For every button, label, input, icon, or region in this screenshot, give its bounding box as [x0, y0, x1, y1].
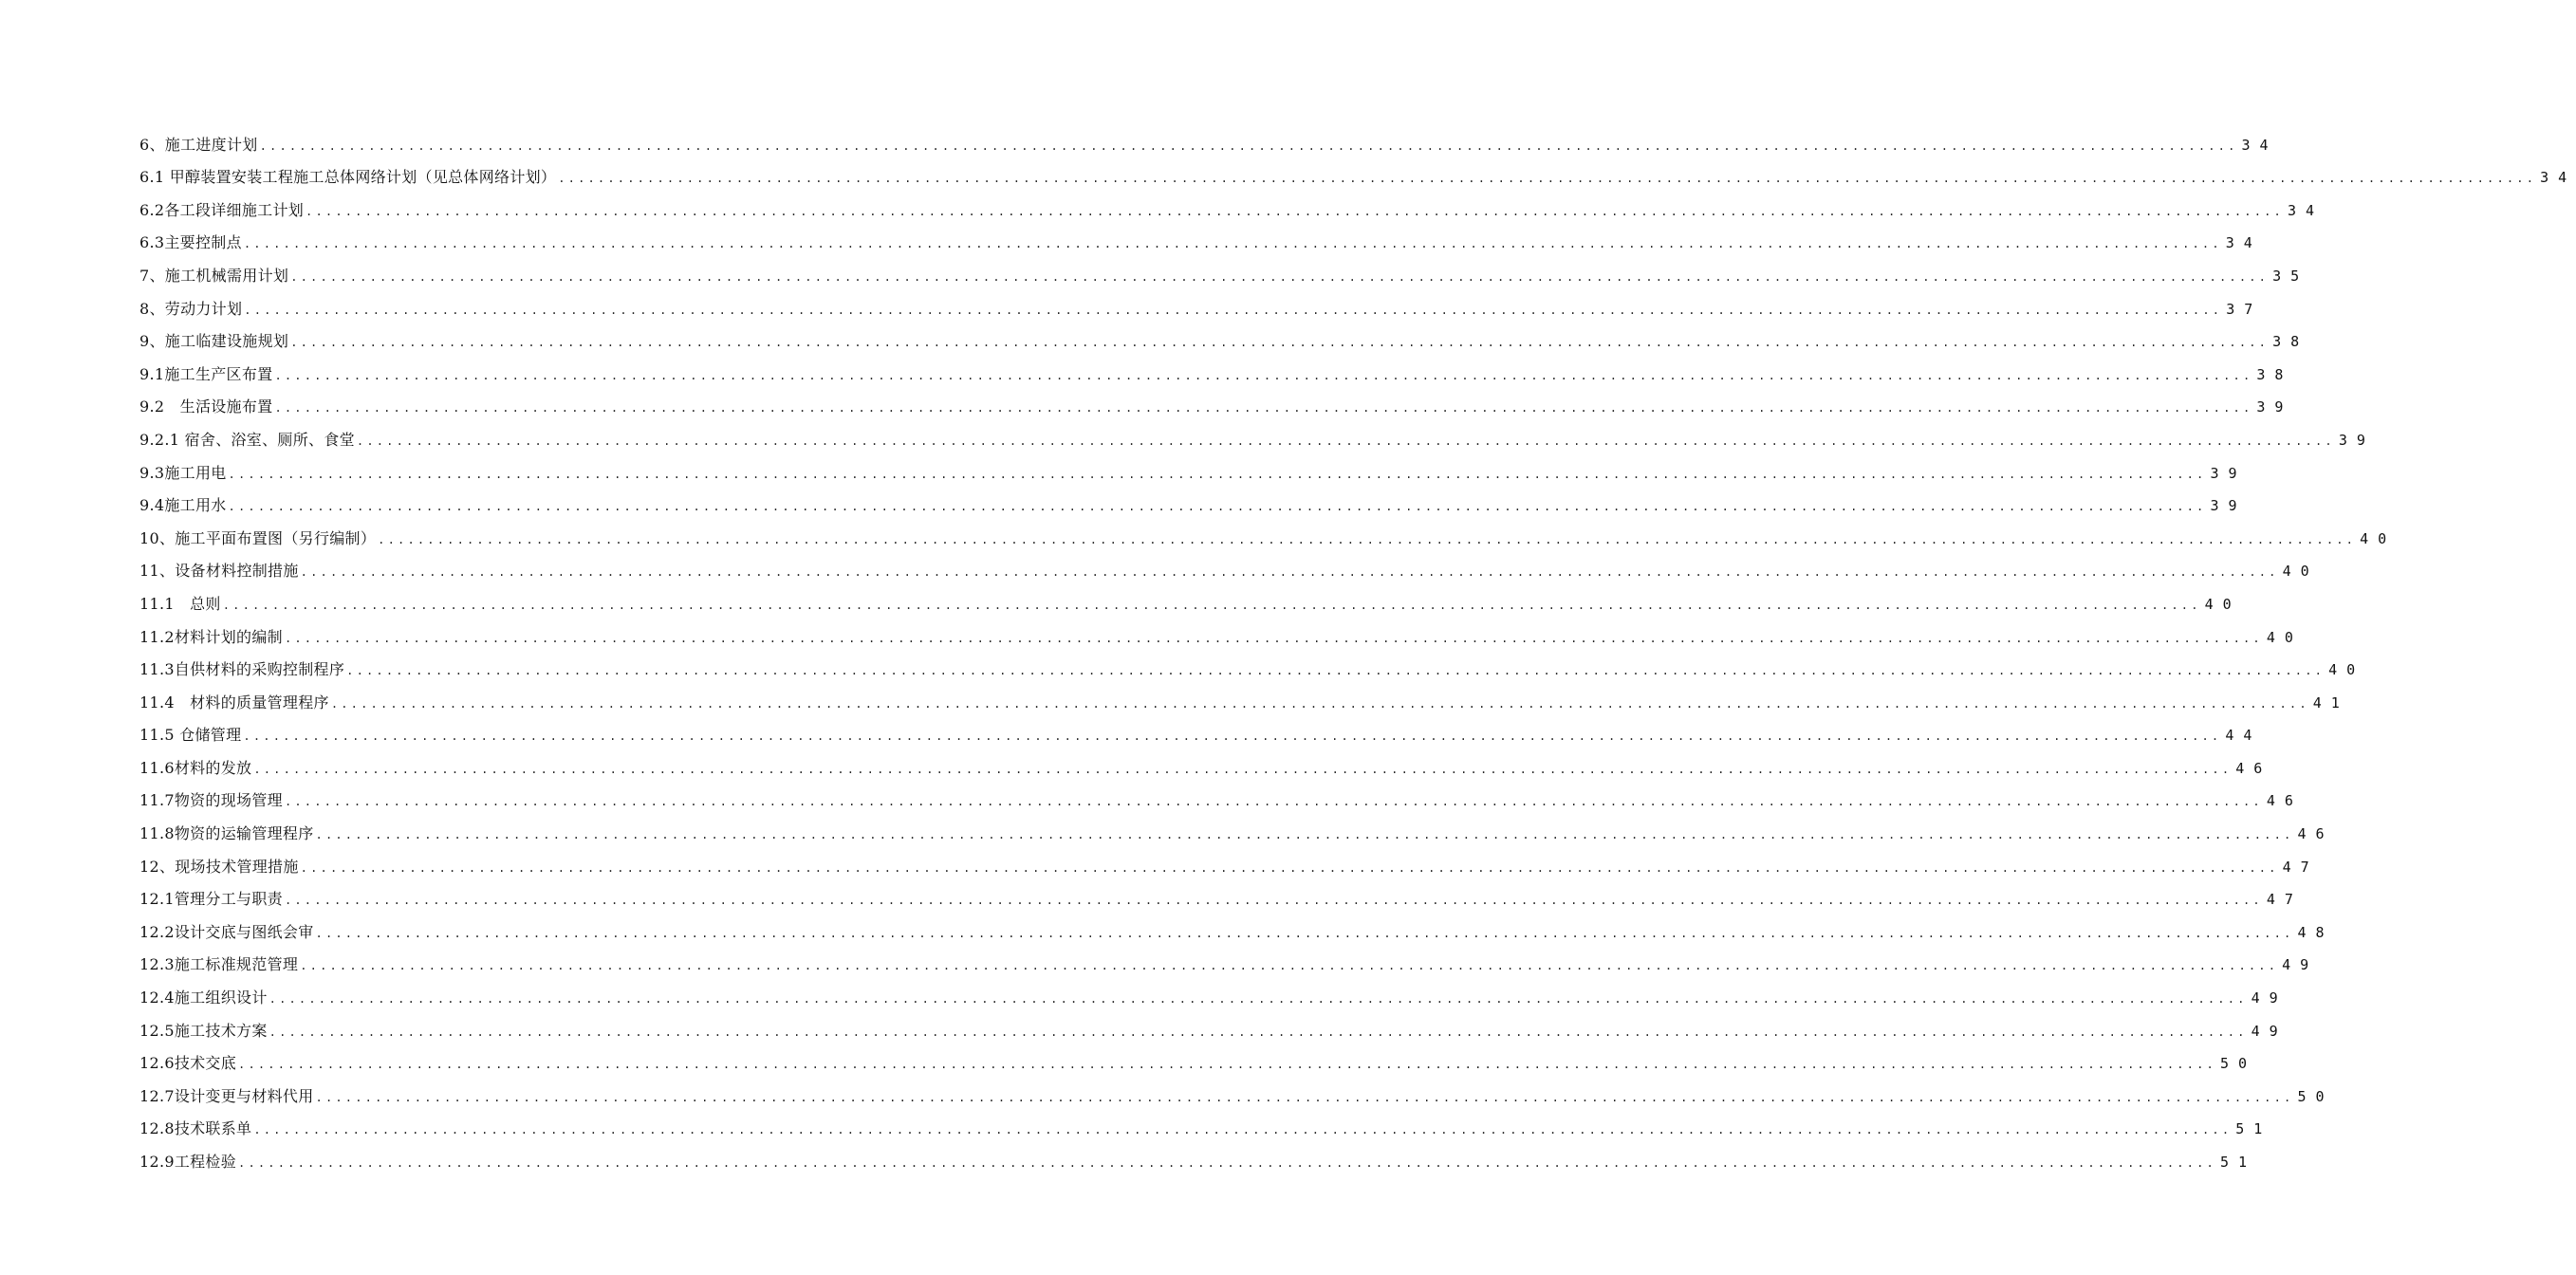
- toc-entry[interactable]: [139, 843, 2319, 877]
- toc-dot-leader: ........................................................................................................................................................................................................: [228, 500, 2207, 514]
- toc-dot-leader: ........................................................................................................................................................................................................: [300, 860, 2279, 875]
- toc-dot-leader: ........................................................................................................................................................................................................: [243, 730, 2222, 744]
- toc-dot-leader: ........................................................................................................................................................................................................: [315, 828, 2294, 842]
- toc-entry-page-number: 39: [2210, 497, 2247, 515]
- toc-dot-leader: ........................................................................................................................................................................................................: [330, 696, 2309, 711]
- toc-entry[interactable]: [139, 252, 2309, 286]
- toc-entry-page-number: 49: [2251, 989, 2288, 1007]
- toc-dot-leader: ........................................................................................................................................................................................................: [269, 992, 2248, 1007]
- toc-entry-page-number: 38: [2272, 333, 2309, 351]
- toc-entry-title: 11.4 材料的质量管理程序: [139, 693, 329, 711]
- toc-dot-leader: ........................................................................................................................................................................................................: [253, 1123, 2233, 1137]
- toc-dot-leader: ........................................................................................................................................................................................................: [284, 795, 2263, 809]
- toc-dot-leader: ........................................................................................................................................................................................................: [315, 1090, 2294, 1104]
- toc-dot-leader: ........................................................................................................................................................................................................: [238, 1058, 2216, 1072]
- toc-entry-title: 11.6材料的发放: [139, 758, 252, 777]
- toc-entry-page-number: 34: [2241, 136, 2278, 154]
- toc-entry-title: 7、施工机械需用计划: [139, 266, 289, 285]
- toc-entry-page-number: 39: [2256, 398, 2293, 416]
- toc-entry-title: 12.6技术交底: [139, 1054, 237, 1073]
- toc-entry[interactable]: [139, 1007, 2288, 1041]
- toc-entry[interactable]: [139, 319, 2309, 352]
- toc-entry-title: 12.8技术联系单: [139, 1119, 252, 1138]
- toc-dot-leader: ........................................................................................................................................................................................................: [558, 172, 2537, 186]
- toc-entry-title: 12.2设计交底与图纸会审: [139, 922, 314, 941]
- toc-entry-page-number: 49: [2251, 1022, 2288, 1040]
- toc-entry-page-number: 34: [2225, 234, 2262, 252]
- toc-dot-leader: ........................................................................................................................................................................................................: [244, 303, 2223, 317]
- toc-dot-leader: ........................................................................................................................................................................................................: [378, 532, 2357, 546]
- toc-entry-title: 12.3施工标准规范管理: [139, 955, 299, 974]
- toc-entry[interactable]: [139, 483, 2247, 516]
- toc-entry-page-number: 40: [2266, 628, 2303, 646]
- toc-entry-title: 8、劳动力计划: [139, 299, 243, 318]
- toc-entry-page-number: 44: [2225, 727, 2262, 745]
- toc-dot-leader: ........................................................................................................................................................................................................: [253, 762, 2233, 776]
- toc-dot-leader: ........................................................................................................................................................................................................: [274, 401, 2253, 416]
- toc-dot-leader: ........................................................................................................................................................................................................: [259, 139, 2238, 153]
- toc-dot-leader: ........................................................................................................................................................................................................: [315, 926, 2294, 940]
- toc-entry-page-number: 46: [2266, 792, 2303, 810]
- toc-dot-leader: ........................................................................................................................................................................................................: [306, 204, 2284, 218]
- toc-entry-page-number: 35: [2272, 267, 2309, 285]
- toc-dot-leader: ........................................................................................................................................................................................................: [290, 336, 2270, 350]
- toc-entry[interactable]: [139, 548, 2319, 582]
- toc-entry[interactable]: [139, 384, 2293, 417]
- toc-entry-title: 6、施工进度计划: [139, 135, 258, 154]
- toc-entry-title: 11.3自供材料的采购控制程序: [139, 660, 345, 679]
- toc-entry-title: 9.2.1 宿舍、浴室、厕所、食堂: [139, 430, 355, 449]
- toc-entry[interactable]: [139, 909, 2334, 942]
- toc-entry[interactable]: [139, 416, 2375, 450]
- toc-entry[interactable]: [139, 810, 2334, 843]
- toc-entry[interactable]: [139, 745, 2272, 778]
- toc-dot-leader: ........................................................................................................................................................................................................: [300, 565, 2279, 580]
- toc-entry-page-number: 37: [2226, 300, 2263, 318]
- toc-entry-page-number: 40: [2282, 563, 2319, 581]
- toc-entry[interactable]: [139, 351, 2293, 384]
- toc-dot-leader: ........................................................................................................................................................................................................: [222, 598, 2201, 612]
- toc-entry-title: 11.5 仓储管理: [139, 726, 242, 745]
- toc-entry[interactable]: [139, 679, 2349, 712]
- toc-entry[interactable]: [139, 1073, 2334, 1106]
- toc-entry-page-number: 51: [2219, 1154, 2257, 1171]
- toc-entry-title: 6.1 甲醇装置安装工程施工总体网络计划（见总体网络计划）: [139, 168, 557, 187]
- toc-entry-page-number: 34: [2540, 169, 2576, 187]
- toc-entry-page-number: 49: [2282, 956, 2319, 974]
- toc-entry-page-number: 40: [2328, 661, 2365, 679]
- toc-entry-title: 12.5施工技术方案: [139, 1021, 268, 1040]
- toc-entry[interactable]: [139, 187, 2325, 220]
- toc-entry[interactable]: [139, 155, 2576, 188]
- toc-entry-title: 11.7物资的现场管理: [139, 791, 283, 810]
- toc-entry[interactable]: [139, 450, 2247, 483]
- toc-entry-page-number: 34: [2287, 201, 2325, 219]
- toc-dot-leader: ........................................................................................................................................................................................................: [290, 269, 2270, 284]
- toc-dot-leader: ........................................................................................................................................................................................................: [356, 434, 2335, 448]
- toc-entry-title: 10、施工平面布置图（另行编制）: [139, 528, 377, 547]
- toc-entry-title: 12.9工程检验: [139, 1153, 237, 1171]
- toc-entry-title: 9.1施工生产区布置: [139, 364, 273, 383]
- toc-entry[interactable]: [139, 712, 2262, 746]
- toc-entry[interactable]: [139, 121, 2278, 155]
- table-of-contents: [139, 121, 2576, 1172]
- toc-entry-page-number: 47: [2282, 858, 2319, 876]
- toc-entry[interactable]: [139, 614, 2303, 647]
- toc-entry-page-number: 40: [2360, 529, 2397, 547]
- toc-entry[interactable]: [139, 1106, 2272, 1139]
- toc-entry-page-number: 50: [2219, 1055, 2257, 1073]
- toc-dot-leader: ........................................................................................................................................................................................................: [228, 467, 2207, 481]
- toc-entry-title: 12.4施工组织设计: [139, 989, 268, 1007]
- toc-entry-title: 11、设备材料控制措施: [139, 562, 299, 581]
- toc-entry-page-number: 46: [2235, 759, 2272, 777]
- toc-entry-page-number: 47: [2266, 891, 2303, 909]
- toc-entry[interactable]: [139, 581, 2241, 614]
- toc-entry-page-number: 46: [2297, 825, 2334, 843]
- toc-dot-leader: ........................................................................................................................................................................................................: [284, 894, 2263, 908]
- toc-entry-title: 12.7设计变更与材料代用: [139, 1086, 314, 1105]
- toc-dot-leader: ........................................................................................................................................................................................................: [269, 1025, 2248, 1039]
- toc-dot-leader: ........................................................................................................................................................................................................: [346, 664, 2326, 678]
- toc-entry-title: 11.8物资的运输管理程序: [139, 824, 314, 843]
- toc-entry-page-number: 51: [2235, 1120, 2272, 1138]
- toc-entry-page-number: 48: [2297, 923, 2334, 941]
- toc-entry-page-number: 39: [2210, 464, 2247, 482]
- toc-entry[interactable]: [139, 778, 2303, 811]
- toc-entry[interactable]: [139, 877, 2303, 910]
- toc-entry-page-number: 40: [2204, 595, 2241, 613]
- toc-entry-title: 6.3主要控制点: [139, 233, 242, 252]
- toc-entry-page-number: 39: [2338, 431, 2375, 449]
- toc-dot-leader: ........................................................................................................................................................................................................: [238, 1156, 2216, 1170]
- toc-entry[interactable]: [139, 1041, 2257, 1074]
- toc-entry-title: 11.2材料计划的编制: [139, 627, 283, 646]
- toc-entry-title: 9、施工临建设施规划: [139, 332, 289, 351]
- toc-entry[interactable]: [139, 515, 2397, 548]
- toc-entry-page-number: 41: [2312, 693, 2349, 711]
- toc-entry[interactable]: [139, 286, 2263, 319]
- toc-dot-leader: ........................................................................................................................................................................................................: [300, 959, 2279, 973]
- toc-entry-page-number: 38: [2256, 365, 2293, 383]
- toc-entry-title: 9.4施工用水: [139, 496, 227, 515]
- toc-entry[interactable]: [139, 220, 2262, 253]
- toc-entry-title: 12.1管理分工与职责: [139, 890, 283, 909]
- toc-entry-page-number: 50: [2297, 1087, 2334, 1105]
- toc-entry[interactable]: [139, 974, 2288, 1007]
- toc-dot-leader: ........................................................................................................................................................................................................: [274, 368, 2253, 382]
- toc-entry[interactable]: [139, 647, 2365, 680]
- toc-entry-title: 11.1 总则: [139, 594, 221, 613]
- toc-dot-leader: ........................................................................................................................................................................................................: [284, 631, 2263, 645]
- toc-entry[interactable]: [139, 942, 2319, 975]
- toc-entry[interactable]: [139, 1138, 2257, 1172]
- toc-entry-title: 9.2 生活设施布置: [139, 397, 273, 416]
- toc-entry-title: 12、现场技术管理措施: [139, 857, 299, 876]
- toc-entry-title: 9.3施工用电: [139, 463, 227, 482]
- toc-dot-leader: ........................................................................................................................................................................................................: [243, 237, 2222, 251]
- toc-entry-title: 6.2各工段详细施工计划: [139, 200, 305, 219]
